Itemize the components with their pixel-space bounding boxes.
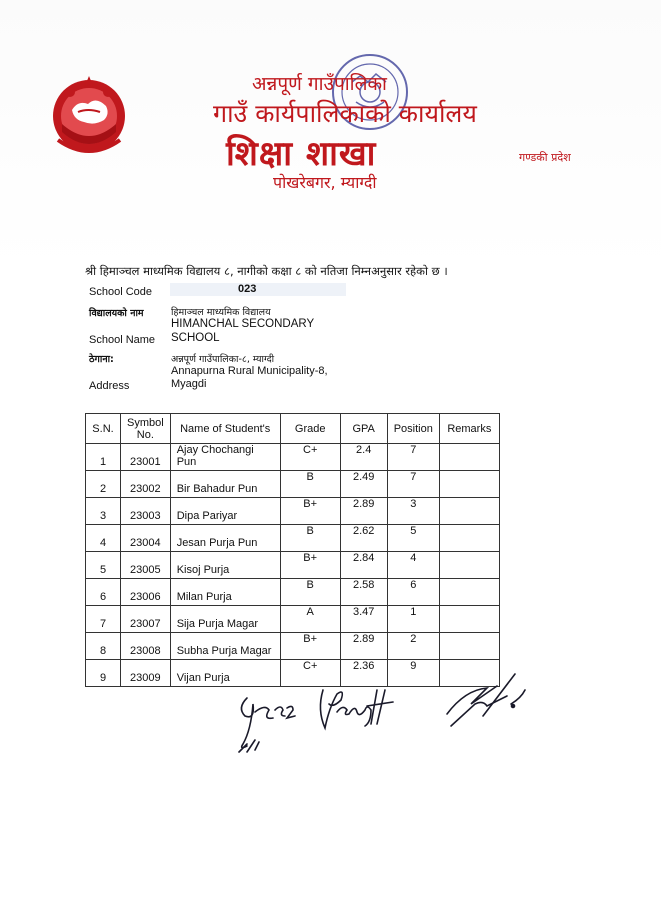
cell-grade: B [280,579,340,606]
table-header-row [86,414,500,444]
cell-name: Dipa Pariyar [170,498,280,525]
cell-gpa: 2.49 [340,471,387,498]
cell-sn: 1 [86,444,121,471]
header-grade: Grade [280,414,340,444]
cell-name: Ajay Chochangi Pun [170,444,280,471]
signature-1 [239,698,295,752]
cell-symbol: 23002 [121,471,171,498]
school-name-np-label: विद्यालयको नाम [89,308,144,319]
signatures [225,660,535,760]
table-row [86,579,500,606]
cell-remarks [439,525,499,552]
cell-sn: 7 [86,606,121,633]
cell-grade: B [280,525,340,552]
cell-position: 2 [387,633,439,660]
office-name: गाउँ कार्यपालिकाको कार्यालय [213,99,477,128]
cell-remarks [439,579,499,606]
cell-grade: C+ [280,660,340,687]
municipality-name: अन्नपूर्ण गाउँपालिका [252,73,387,95]
school-name-en-line1: HIMANCHAL SECONDARY [171,318,315,330]
table-row [86,525,500,552]
nepal-emblem-icon [48,70,130,162]
cell-remarks [439,633,499,660]
header-position: Position [387,414,439,444]
cell-remarks [439,606,499,633]
school-code-highlight [170,283,346,296]
cell-symbol: 23001 [121,444,171,471]
cell-gpa: 2.89 [340,498,387,525]
signature-2 [320,690,393,728]
cell-name: Kisoj Purja [170,552,280,579]
cell-grade: A [280,606,340,633]
cell-position: 9 [387,660,439,687]
table-row [86,633,500,660]
cell-position: 5 [387,525,439,552]
table-row [86,606,500,633]
cell-sn: 5 [86,552,121,579]
header-sn: S.N. [86,414,121,444]
intro-statement: श्री हिमाञ्चल माध्यमिक विद्यालय ८, नागीको कक्षा ८ को नतिजा निम्नअनुसार रहेको छ । [85,264,448,278]
signature-3 [447,674,525,726]
cell-sn: 6 [86,579,121,606]
cell-name: Vijan Purja [170,660,280,687]
cell-symbol: 23003 [121,498,171,525]
cell-position: 1 [387,606,439,633]
school-code-label: School Code [89,286,152,298]
cell-name: Subha Purja Magar [170,633,280,660]
results-table [85,413,500,687]
address-en-line2: Myagdi [171,378,207,390]
header-gpa: GPA [340,414,387,444]
cell-position: 7 [387,444,439,471]
cell-symbol: 23006 [121,579,171,606]
header-remarks: Remarks [439,414,499,444]
cell-symbol: 23005 [121,552,171,579]
cell-gpa: 2.62 [340,525,387,552]
header-symbol [121,414,171,444]
cell-symbol: 23008 [121,633,171,660]
cell-grade: B+ [280,498,340,525]
cell-remarks [439,444,499,471]
cell-position: 7 [387,471,439,498]
address-label: Address [89,380,130,392]
table-row [86,444,500,471]
cell-symbol: 23004 [121,525,171,552]
school-name-label: School Name [89,334,156,346]
cell-symbol: 23007 [121,606,171,633]
cell-name: Bir Bahadur Pun [170,471,280,498]
table-row [86,498,500,525]
header-symbol-line2: No. [136,428,154,441]
school-name-np-value: हिमाञ्चल माध्यमिक विद्यालय [171,307,271,318]
cell-name: Milan Purja [170,579,280,606]
cell-symbol: 23009 [121,660,171,687]
cell-gpa: 2.36 [340,660,387,687]
cell-grade: B+ [280,633,340,660]
cell-name: Jesan Purja Pun [170,525,280,552]
school-code-value: 023 [238,283,257,295]
address-np-value: अन्नपूर्ण गाउँपालिका-८, म्याग्दी [171,354,275,365]
address-np-label: ठेगाना: [89,354,114,365]
cell-position: 4 [387,552,439,579]
cell-remarks [439,552,499,579]
section-title: शिक्षा शाखा [226,134,377,174]
cell-sn: 9 [86,660,121,687]
cell-gpa: 2.89 [340,633,387,660]
table-row [86,471,500,498]
school-name-en-line2: SCHOOL [171,332,220,344]
cell-sn: 2 [86,471,121,498]
cell-position: 3 [387,498,439,525]
header-name: Name of Student's [170,414,280,444]
cell-remarks [439,498,499,525]
header-symbol-line1: Symbol [127,416,164,429]
cell-gpa: 2.58 [340,579,387,606]
cell-gpa: 2.4 [340,444,387,471]
province-name: गण्डकी प्रदेश [519,151,571,164]
cell-grade: C+ [280,444,340,471]
cell-sn: 4 [86,525,121,552]
table-row [86,552,500,579]
cell-grade: B [280,471,340,498]
cell-sn: 8 [86,633,121,660]
cell-gpa: 2.84 [340,552,387,579]
office-address: पोखरेबगर, म्याग्दी [273,173,377,192]
cell-grade: B+ [280,552,340,579]
cell-position: 6 [387,579,439,606]
cell-gpa: 3.47 [340,606,387,633]
cell-remarks [439,471,499,498]
cell-name: Sija Purja Magar [170,606,280,633]
cell-sn: 3 [86,498,121,525]
address-en-line1: Annapurna Rural Municipality-8, [171,365,328,377]
